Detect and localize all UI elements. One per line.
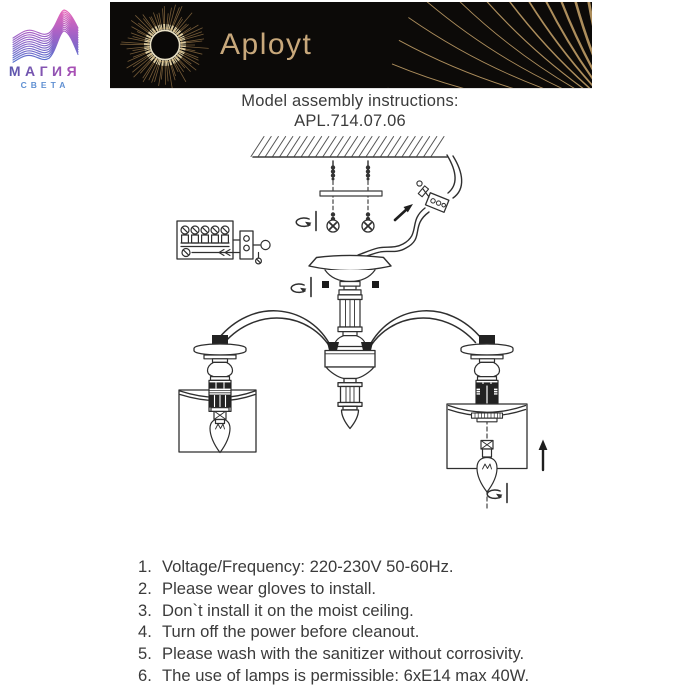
cable-lug <box>417 181 429 197</box>
center-hub <box>325 342 375 429</box>
brand-name: Aployt <box>220 28 313 61</box>
list-item: 3. Don`t install it on the moist ceiling. <box>138 600 414 620</box>
power-cable <box>358 155 462 258</box>
rotate-anchor-icon <box>296 212 316 231</box>
list-item: 4. Turn off the power before cleanout. <box>138 622 420 642</box>
finial-drop <box>342 410 359 429</box>
list-item: 6. The use of lamps is permissible: 6xE14 max 40W. <box>138 665 530 685</box>
terminal-connector <box>425 193 448 213</box>
left-shade <box>179 390 256 452</box>
up-arrow <box>539 440 548 471</box>
mounting-bar <box>320 191 382 196</box>
lock-square-left <box>322 281 329 288</box>
canopy <box>309 255 391 281</box>
left-arm <box>219 311 332 350</box>
aployt-banner <box>110 2 592 88</box>
center-column <box>335 282 366 347</box>
mounting-screw-left <box>327 161 339 232</box>
logo-subtitle: СВЕТА <box>20 80 70 90</box>
right-arm <box>369 311 482 350</box>
gold-rays-decoration <box>388 2 592 88</box>
right-shade <box>447 404 527 469</box>
lock-square-right <box>372 281 379 288</box>
list-item: 2. Please wear gloves to install. <box>138 578 376 598</box>
wiring-diagram <box>177 221 270 264</box>
right-arm-socket <box>461 335 513 411</box>
shade-fitter-ring <box>472 413 503 422</box>
insert-arrow <box>395 204 413 220</box>
magiya-sveta-logo <box>4 2 96 96</box>
rotate-column-icon <box>291 278 311 297</box>
mounting-screw-right <box>362 161 374 232</box>
right-socket-sleeve <box>480 384 494 406</box>
logo-title: МАГИЯ <box>8 63 82 79</box>
list-item: 5. Please wash with the sanitizer without corrosivity. <box>138 644 525 664</box>
ceiling-hatch <box>251 137 447 158</box>
right-bulb <box>477 441 497 493</box>
instructions-list <box>138 556 690 687</box>
left-arm-socket <box>194 335 246 411</box>
model-code: APL.714.07.06 <box>294 111 406 130</box>
logo-waves-icon <box>4 2 96 96</box>
rotate-bulb-icon <box>487 484 507 503</box>
page-title: Model assembly instructions: <box>241 92 459 110</box>
left-bulb <box>210 411 230 453</box>
list-item: 1. Voltage/Frequency: 220-230V 50-60Hz. <box>138 557 454 576</box>
sunburst-icon <box>120 5 208 88</box>
